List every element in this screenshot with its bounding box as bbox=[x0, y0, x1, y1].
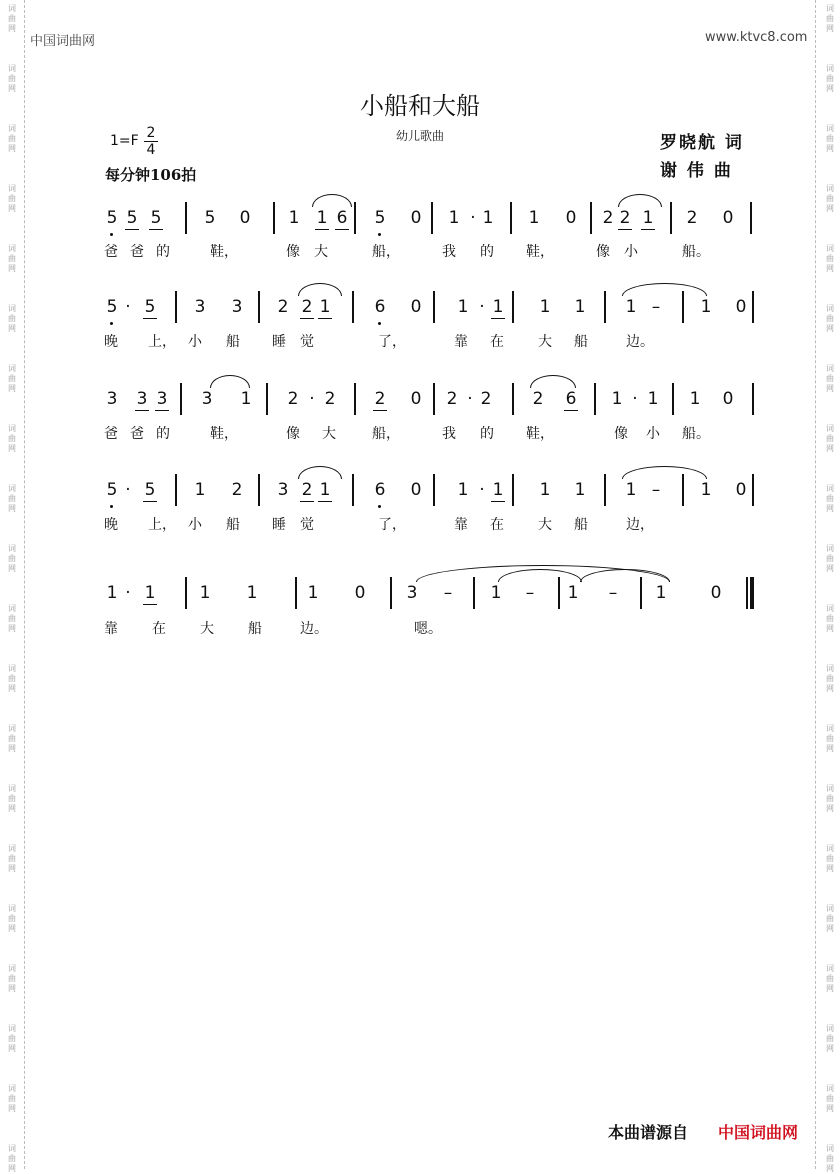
note: 3 bbox=[154, 389, 170, 409]
lyric: 鞋， bbox=[526, 244, 554, 260]
note: 1 bbox=[625, 297, 637, 317]
lyric: 了， bbox=[378, 334, 406, 350]
final-barline-thin bbox=[746, 577, 748, 609]
lyric: 像 bbox=[596, 244, 610, 260]
note: · bbox=[479, 297, 485, 317]
lyric: 船 bbox=[226, 517, 240, 533]
note: 2 bbox=[602, 208, 614, 228]
note: 0 bbox=[722, 208, 734, 228]
lyric: 睡 bbox=[272, 334, 286, 350]
bar-line bbox=[750, 202, 752, 234]
bar-line bbox=[752, 474, 754, 506]
bar-line bbox=[180, 383, 182, 415]
note: 1 bbox=[490, 297, 506, 317]
side-watermark-mark: 词 曲 网 bbox=[8, 664, 16, 693]
lyric: 靠 bbox=[104, 621, 118, 637]
note: 6 bbox=[563, 389, 579, 409]
lyric: 船 bbox=[574, 334, 588, 350]
side-watermark-mark: 词 曲 网 bbox=[826, 544, 834, 573]
lyric: 船 bbox=[226, 334, 240, 350]
note: · bbox=[467, 389, 473, 409]
note: 1 bbox=[647, 389, 659, 409]
side-watermark-mark: 词 曲 网 bbox=[8, 844, 16, 873]
side-watermark-mark: 词 曲 网 bbox=[8, 364, 16, 393]
bar-line bbox=[433, 383, 435, 415]
side-watermark-mark: 词 曲 网 bbox=[826, 304, 834, 333]
lyric: 大 bbox=[322, 426, 336, 442]
side-watermark-mark: 词 曲 网 bbox=[8, 1144, 16, 1173]
side-watermark-mark: 词 曲 网 bbox=[8, 184, 16, 213]
lyric: 爸 bbox=[130, 426, 144, 442]
note: 5 bbox=[104, 208, 120, 228]
side-watermark-mark: 词 曲 网 bbox=[826, 964, 834, 993]
lyric: 鞋， bbox=[210, 426, 238, 442]
note: 1 bbox=[700, 297, 712, 317]
note: 3 bbox=[201, 389, 213, 409]
bar-line bbox=[390, 577, 392, 609]
bar-line bbox=[590, 202, 592, 234]
bar-line bbox=[752, 383, 754, 415]
bar-line bbox=[185, 202, 187, 234]
note: 1 bbox=[574, 297, 586, 317]
lyric: 边， bbox=[626, 517, 654, 533]
lyric: 小 bbox=[188, 334, 202, 350]
side-watermark-mark: 词 曲 网 bbox=[8, 544, 16, 573]
note: 5 bbox=[142, 297, 158, 317]
note: 3 bbox=[194, 297, 206, 317]
lyric: 上， bbox=[148, 334, 176, 350]
note: 2 bbox=[299, 480, 315, 500]
side-watermark-mark: 词 曲 网 bbox=[826, 724, 834, 753]
side-watermark-mark: 词 曲 网 bbox=[826, 844, 834, 873]
note: 1 bbox=[317, 297, 333, 317]
lyric: 大 bbox=[314, 244, 328, 260]
side-watermark-mark: 词 曲 网 bbox=[8, 424, 16, 453]
note: · bbox=[309, 389, 315, 409]
note: 5 bbox=[124, 208, 140, 228]
side-watermark-mark: 词 曲 网 bbox=[8, 724, 16, 753]
lyric: 鞋， bbox=[526, 426, 554, 442]
slur bbox=[530, 375, 576, 388]
note: 1 bbox=[574, 480, 586, 500]
song-title: 小船和大船 bbox=[360, 92, 480, 120]
note: 1 bbox=[567, 583, 579, 603]
slur bbox=[298, 466, 342, 479]
bar-line bbox=[510, 202, 512, 234]
lyric: 在 bbox=[152, 621, 166, 637]
note: 5 bbox=[104, 297, 120, 317]
slur bbox=[622, 283, 707, 296]
note: 0 bbox=[354, 583, 366, 603]
note: 5 bbox=[204, 208, 216, 228]
note: 6 bbox=[334, 208, 350, 228]
lyric: 船。 bbox=[682, 426, 710, 442]
note: 2 bbox=[277, 297, 289, 317]
side-watermark-mark: 词 曲 网 bbox=[826, 1144, 834, 1173]
side-watermark-mark: 词 曲 网 bbox=[8, 1024, 16, 1053]
note: 2 bbox=[532, 389, 544, 409]
bar-line bbox=[672, 383, 674, 415]
note: 0 bbox=[410, 208, 422, 228]
bar-line bbox=[352, 474, 354, 506]
footer-source-site[interactable]: 中国词曲网 bbox=[718, 1123, 799, 1142]
bar-line bbox=[354, 202, 356, 234]
note: 0 bbox=[735, 480, 747, 500]
lyric: 我 bbox=[442, 426, 456, 442]
lyric: 爸 bbox=[130, 244, 144, 260]
bar-line bbox=[175, 474, 177, 506]
bar-line bbox=[258, 291, 260, 323]
note: 0 bbox=[722, 389, 734, 409]
note: 1 bbox=[539, 297, 551, 317]
note: 5 bbox=[372, 208, 388, 228]
lyric: 在 bbox=[490, 334, 504, 350]
note: 1 bbox=[539, 480, 551, 500]
note: – bbox=[651, 480, 661, 500]
side-watermark-mark: 词 曲 网 bbox=[8, 124, 16, 153]
bar-line bbox=[433, 291, 435, 323]
lyric: 靠 bbox=[454, 517, 468, 533]
note: 1 bbox=[490, 583, 502, 603]
note: · bbox=[125, 583, 131, 603]
site-url-right: www.ktvc8.com bbox=[705, 30, 808, 45]
side-watermark-mark: 词 曲 网 bbox=[826, 124, 834, 153]
lyric: 船 bbox=[574, 517, 588, 533]
note: 1 bbox=[655, 583, 667, 603]
note: 1 bbox=[142, 583, 158, 603]
side-watermark-mark: 词 曲 网 bbox=[826, 784, 834, 813]
lyric: 船， bbox=[372, 244, 400, 260]
lyric: 的 bbox=[480, 244, 494, 260]
side-watermark-mark: 词 曲 网 bbox=[826, 424, 834, 453]
note: 0 bbox=[239, 208, 251, 228]
lyric: 像 bbox=[286, 244, 300, 260]
side-watermark-mark: 词 曲 网 bbox=[826, 184, 834, 213]
bar-line bbox=[175, 291, 177, 323]
note: 0 bbox=[735, 297, 747, 317]
lyric: 边。 bbox=[300, 621, 328, 637]
lyric: 觉 bbox=[300, 517, 314, 533]
bar-line bbox=[604, 474, 606, 506]
note: 1 bbox=[689, 389, 701, 409]
bar-line bbox=[258, 474, 260, 506]
side-watermark-mark: 词 曲 网 bbox=[826, 1084, 834, 1113]
note: · bbox=[125, 480, 131, 500]
bar-line bbox=[273, 202, 275, 234]
side-watermark-mark: 词 曲 网 bbox=[8, 904, 16, 933]
side-watermark-mark: 词 曲 网 bbox=[8, 784, 16, 813]
note: 1 bbox=[640, 208, 656, 228]
note: 1 bbox=[106, 583, 118, 603]
note: 1 bbox=[317, 480, 333, 500]
note: 1 bbox=[199, 583, 211, 603]
song-subtitle: 幼儿歌曲 bbox=[395, 129, 444, 143]
note: 2 bbox=[446, 389, 458, 409]
lyric: 的 bbox=[156, 244, 170, 260]
lyric: 小 bbox=[624, 244, 638, 260]
note: 0 bbox=[410, 297, 422, 317]
bar-line bbox=[512, 291, 514, 323]
note: 2 bbox=[686, 208, 698, 228]
lyric: 大 bbox=[200, 621, 214, 637]
lyric: 小 bbox=[188, 517, 202, 533]
lyric: 像 bbox=[286, 426, 300, 442]
lyric: 小 bbox=[646, 426, 660, 442]
slur bbox=[298, 283, 342, 296]
bar-line bbox=[354, 383, 356, 415]
side-watermark-mark: 词 曲 网 bbox=[826, 364, 834, 393]
lyric: 靠 bbox=[454, 334, 468, 350]
bar-line bbox=[752, 291, 754, 323]
time-signature-bottom: 4 bbox=[146, 142, 156, 158]
lyric: 了， bbox=[378, 517, 406, 533]
final-barline-thick bbox=[750, 577, 754, 609]
bar-line bbox=[512, 474, 514, 506]
lyric: 船 bbox=[248, 621, 262, 637]
tempo-marking: 每分钟106拍 bbox=[105, 166, 197, 184]
side-watermark-mark: 词 曲 网 bbox=[826, 64, 834, 93]
note: 3 bbox=[406, 583, 418, 603]
lyric: 的 bbox=[156, 426, 170, 442]
side-watermark-mark: 词 曲 网 bbox=[8, 604, 16, 633]
site-name-left: 中国词曲网 bbox=[30, 34, 96, 49]
side-watermark-mark: 词 曲 网 bbox=[8, 484, 16, 513]
side-watermark-mark: 词 曲 网 bbox=[8, 64, 16, 93]
note: – bbox=[525, 583, 535, 603]
note: – bbox=[651, 297, 661, 317]
note: 5 bbox=[104, 480, 120, 500]
note: 1 bbox=[457, 480, 469, 500]
bar-line bbox=[295, 577, 297, 609]
note: – bbox=[608, 583, 618, 603]
note: 1 bbox=[240, 389, 252, 409]
note: 1 bbox=[490, 480, 506, 500]
lyric: 爸 bbox=[104, 426, 118, 442]
slur bbox=[622, 466, 707, 479]
bar-line bbox=[266, 383, 268, 415]
note: 0 bbox=[410, 389, 422, 409]
note: · bbox=[479, 480, 485, 500]
note: 0 bbox=[565, 208, 577, 228]
lyric: 上， bbox=[148, 517, 176, 533]
lyric: 晚 bbox=[104, 334, 118, 350]
bar-line bbox=[352, 291, 354, 323]
note: 6 bbox=[372, 297, 388, 317]
bar-line bbox=[604, 291, 606, 323]
note: 2 bbox=[617, 208, 633, 228]
lyric: 大 bbox=[538, 517, 552, 533]
side-watermark-mark: 词 曲 网 bbox=[826, 4, 834, 33]
bar-line bbox=[512, 383, 514, 415]
note: 1 bbox=[482, 208, 494, 228]
side-watermark-mark: 词 曲 网 bbox=[826, 244, 834, 273]
bar-line bbox=[431, 202, 433, 234]
note: 3 bbox=[134, 389, 150, 409]
side-watermark-mark: 词 曲 网 bbox=[826, 664, 834, 693]
note: 3 bbox=[277, 480, 289, 500]
note: 3 bbox=[106, 389, 118, 409]
side-watermark-mark: 词 曲 网 bbox=[8, 964, 16, 993]
note: 1 bbox=[194, 480, 206, 500]
time-signature bbox=[144, 125, 158, 158]
bar-line bbox=[594, 383, 596, 415]
note: 1 bbox=[448, 208, 460, 228]
lyric: 我 bbox=[442, 244, 456, 260]
side-watermark-mark: 词 曲 网 bbox=[8, 244, 16, 273]
lyric: 晚 bbox=[104, 517, 118, 533]
note: 2 bbox=[287, 389, 299, 409]
side-watermark-mark: 词 曲 网 bbox=[8, 1084, 16, 1113]
slur bbox=[210, 375, 250, 388]
note: 5 bbox=[142, 480, 158, 500]
bar-line bbox=[670, 202, 672, 234]
lyric: 的 bbox=[480, 426, 494, 442]
note: 1 bbox=[457, 297, 469, 317]
footer-source-label: 本曲谱源自 bbox=[608, 1123, 689, 1142]
note: 1 bbox=[700, 480, 712, 500]
side-watermark-mark: 词 曲 网 bbox=[8, 304, 16, 333]
note: 1 bbox=[611, 389, 623, 409]
bar-line bbox=[433, 474, 435, 506]
lyric: 船， bbox=[372, 426, 400, 442]
note: 3 bbox=[231, 297, 243, 317]
side-watermark-mark: 词 曲 网 bbox=[826, 904, 834, 933]
lyric: 大 bbox=[538, 334, 552, 350]
side-watermark-mark: 词 曲 网 bbox=[826, 1024, 834, 1053]
note: · bbox=[632, 389, 638, 409]
composer-credit: 谢 伟 曲 bbox=[660, 161, 733, 181]
side-watermark-mark: 词 曲 网 bbox=[826, 484, 834, 513]
note: 5 bbox=[148, 208, 164, 228]
time-signature-top: 2 bbox=[144, 125, 158, 142]
note: 2 bbox=[231, 480, 243, 500]
note: 1 bbox=[288, 208, 300, 228]
note: 1 bbox=[246, 583, 258, 603]
note: 0 bbox=[710, 583, 722, 603]
lyric: 船。 bbox=[682, 244, 710, 260]
slur bbox=[618, 194, 662, 207]
lyric: 像 bbox=[614, 426, 628, 442]
lyric: 嗯。 bbox=[414, 621, 442, 637]
side-watermark-mark: 词 曲 网 bbox=[826, 604, 834, 633]
note: 0 bbox=[410, 480, 422, 500]
slur bbox=[312, 194, 352, 207]
lyricist-credit: 罗晓航 词 bbox=[660, 133, 744, 153]
lyric: 爸 bbox=[104, 244, 118, 260]
lyric: 在 bbox=[490, 517, 504, 533]
note: 2 bbox=[372, 389, 388, 409]
note: 6 bbox=[372, 480, 388, 500]
lyric: 边。 bbox=[626, 334, 654, 350]
lyric: 觉 bbox=[300, 334, 314, 350]
bar-line bbox=[185, 577, 187, 609]
note: 2 bbox=[324, 389, 336, 409]
note: · bbox=[125, 297, 131, 317]
note: 2 bbox=[480, 389, 492, 409]
lyric: 鞋， bbox=[210, 244, 238, 260]
note: 2 bbox=[299, 297, 315, 317]
note: · bbox=[470, 208, 476, 228]
note: 1 bbox=[307, 583, 319, 603]
note: 1 bbox=[528, 208, 540, 228]
key-signature: 1=F bbox=[110, 133, 139, 149]
note: 1 bbox=[625, 480, 637, 500]
note: – bbox=[443, 583, 453, 603]
note: 1 bbox=[314, 208, 330, 228]
lyric: 睡 bbox=[272, 517, 286, 533]
side-watermark-mark: 词 曲 网 bbox=[8, 4, 16, 33]
